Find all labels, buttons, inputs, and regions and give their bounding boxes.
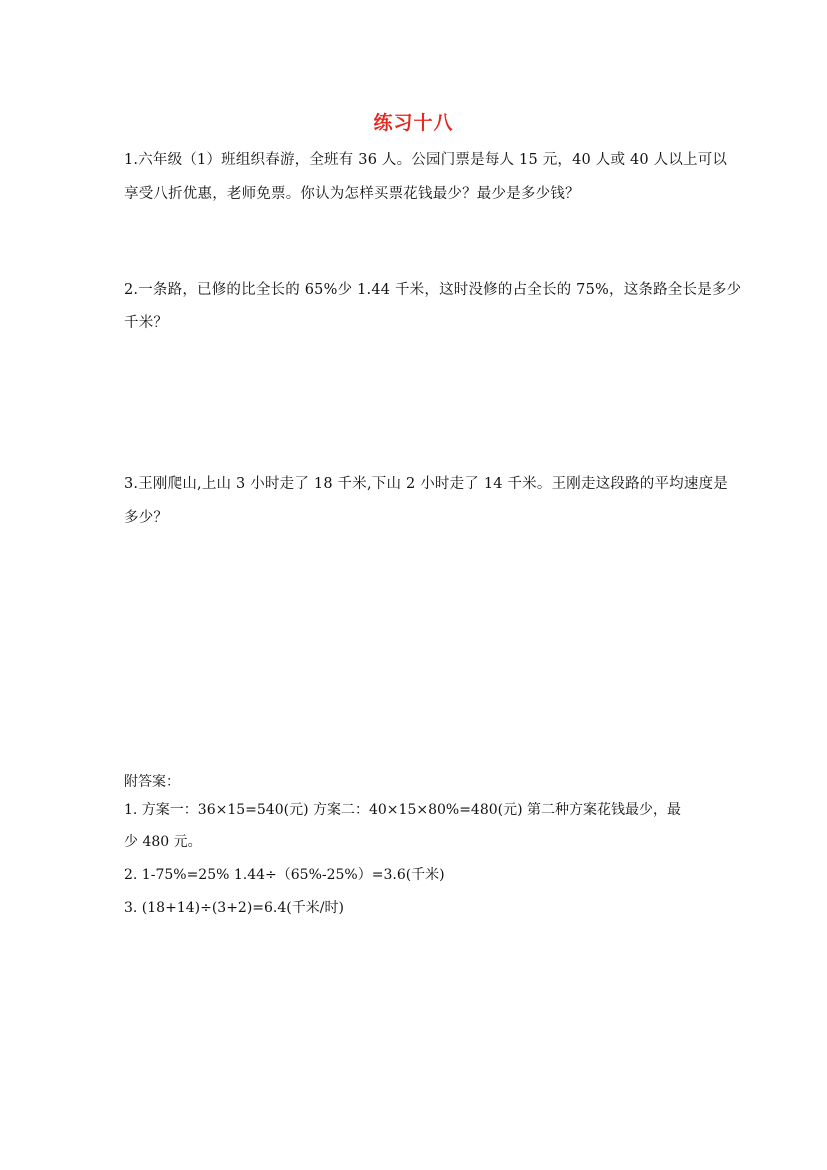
- answer-line-2: 少 480 元。: [124, 834, 202, 850]
- answer-heading: 附答案：: [124, 774, 180, 790]
- question-3-line-1: 3.王刚爬山,上山 3 小时走了 18 千米,下山 2 小时走了 14 千米。王刚走这段路的平均速度是: [124, 476, 728, 492]
- answer-line-1: 1. 方案一：36×15=540(元) 方案二：40×15×80%=480(元) 第二种方案花钱最少，最: [124, 802, 682, 818]
- answer-line-4: 3. (18+14)÷(3+2)=6.4(千米/时): [124, 900, 344, 916]
- question-1-line-2: 享受八折优惠，老师免票。你认为怎样买票花钱最少？最少是多少钱？: [124, 186, 580, 202]
- question-3-line-2: 多少？: [124, 510, 169, 526]
- question-2-line-1: 2.一条路，已修的比全长的 65%少 1.44 千米，这时没修的占全长的 75%，这条路全长是多少: [124, 282, 742, 298]
- answer-line-3: 2. 1-75%=25% 1.44÷（65%-25%）=3.6(千米): [124, 867, 445, 883]
- question-2-line-2: 千米？: [124, 315, 169, 331]
- question-1-line-1: 1.六年级（1）班组织春游，全班有 36 人。公园门票是每人 15 元，40 人或 40 人以上可以: [124, 152, 728, 168]
- page-title: 练习十八: [373, 112, 454, 134]
